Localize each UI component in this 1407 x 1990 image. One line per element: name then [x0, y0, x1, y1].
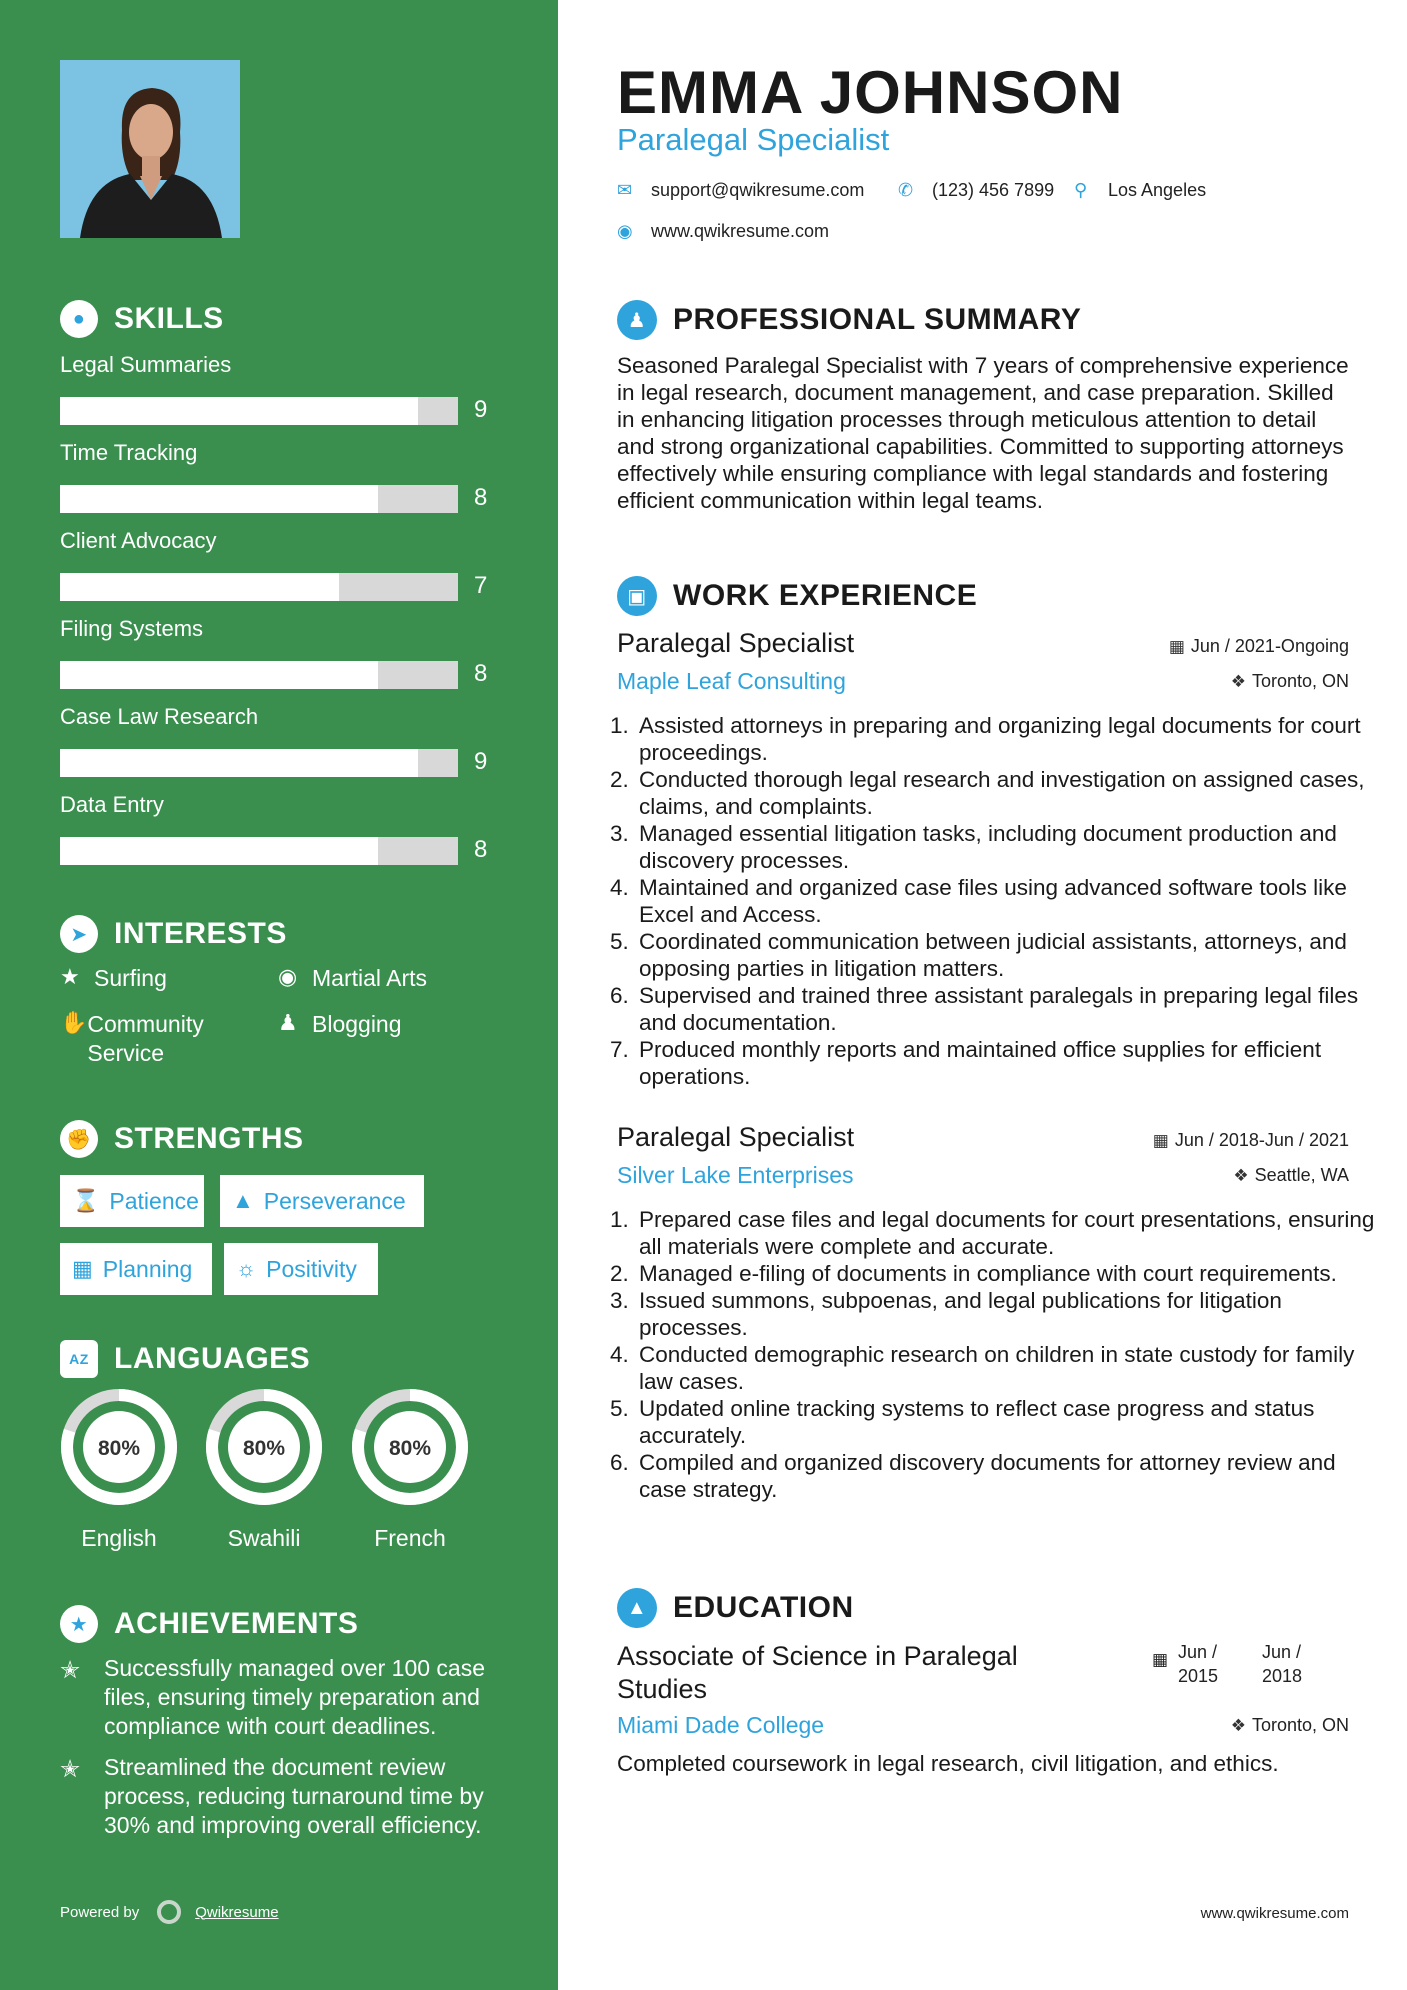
footer-url[interactable]: www.qwikresume.com: [1200, 1905, 1349, 1922]
duty-item: 1. Assisted attorneys in preparing and organizing legal documents for court proceedings.: [635, 712, 1375, 766]
skill-level: 8: [474, 660, 488, 687]
calendar-icon: ▦: [1152, 1131, 1169, 1150]
hand-icon: ✋: [60, 1010, 88, 1035]
skill-level: 8: [474, 836, 488, 863]
job-location: ❖ Toronto, ON: [1230, 671, 1349, 691]
achievements-title: ACHIEVEMENTS: [114, 1607, 359, 1640]
duty-item: 6. Supervised and trained three assistant paralegals in preparing legal files and documentation.: [635, 982, 1375, 1036]
skill-bar-fill: [60, 485, 378, 513]
education-school: Miami Dade College: [617, 1712, 825, 1738]
strength-chip: ▦ Planning: [60, 1243, 212, 1295]
duty-item: 4. Maintained and organized case files using advanced software tools like Excel and Access.: [635, 874, 1375, 928]
skill-bar-fill: [60, 397, 418, 425]
job-duties: [607, 1206, 1375, 1503]
strength-chip: ☼ Positivity: [224, 1243, 378, 1295]
skill-bar-fill: [60, 573, 339, 601]
graduation-icon: ▲: [617, 1588, 657, 1628]
strengths-heading: [60, 1120, 304, 1158]
pin-icon: ❖: [1230, 672, 1246, 691]
duty-item: 5. Coordinated communication between judicial assistants, attorneys, and opposing parties in litigation matters.: [635, 928, 1375, 982]
road-icon: ▲: [232, 1188, 254, 1213]
education-description: Completed coursework in legal research, civil litigation, and ethics.: [617, 1751, 1279, 1776]
job-location: ❖ Seattle, WA: [1233, 1165, 1349, 1185]
language-ring: [348, 1385, 472, 1509]
skill-level: 9: [474, 396, 488, 423]
star-icon: ★: [60, 964, 80, 989]
languages-title: LANGUAGES: [114, 1342, 311, 1375]
candidate-role: Paralegal Specialist: [617, 122, 890, 157]
contact-email: ✉ support@qwikresume.com: [617, 180, 865, 200]
skill-name: Data Entry: [60, 792, 164, 817]
contact-location: ⚲ Los Angeles: [1074, 180, 1207, 200]
envelope-icon: ✉: [617, 180, 633, 200]
duty-item: 5. Updated online tracking systems to reflect case progress and status accurately.: [635, 1395, 1375, 1449]
skill-name: Client Advocacy: [60, 528, 217, 553]
interests-heading: [60, 915, 287, 953]
interest-item: ♟ Blogging: [278, 1010, 402, 1037]
strength-chip: ⌛ Patience: [60, 1175, 204, 1227]
summary-heading: ♟ PROFESSIONAL SUMMARY: [617, 300, 1081, 340]
job-company: Silver Lake Enterprises: [617, 1162, 854, 1188]
language-name: Swahili: [227, 1525, 301, 1551]
language-percent: 80%: [388, 1437, 432, 1460]
language-item: [202, 1385, 326, 1552]
skill-bar: [60, 485, 458, 513]
skill-bar: [60, 749, 458, 777]
education-location: ❖ Toronto, ON: [1230, 1715, 1349, 1735]
award-star-icon: ★: [60, 1605, 98, 1643]
skill-name: Case Law Research: [60, 704, 259, 729]
job-title: Paralegal Specialist: [617, 1122, 855, 1152]
skill-name: Legal Summaries: [60, 352, 232, 377]
skill-item: [60, 704, 500, 775]
briefcase-icon: ▣: [617, 576, 657, 616]
duty-item: 2. Managed e-filing of documents in compliance with court requirements.: [635, 1260, 1375, 1287]
globe-icon: ◉: [278, 964, 298, 989]
job-title: Paralegal Specialist: [617, 628, 855, 658]
star-hand-icon: ✭: [60, 1756, 81, 1783]
skill-item: [60, 528, 500, 599]
star-hand-icon: ✭: [60, 1657, 81, 1684]
language-icon: AZ: [60, 1340, 98, 1378]
sidebar: [0, 0, 558, 1990]
education-heading: ▲ EDUCATION: [617, 1588, 854, 1628]
language-percent: 80%: [97, 1437, 141, 1460]
calendar-icon: ▦: [72, 1256, 93, 1281]
job-dates: ▦ Jun / 2021-Ongoing: [1168, 636, 1349, 656]
pin-icon: ❖: [1233, 1166, 1249, 1185]
skill-level: 7: [474, 572, 488, 599]
skill-item: [60, 440, 500, 511]
job-duties: [607, 712, 1375, 1090]
skill-bar: [60, 661, 458, 689]
powered-by: Powered by Qwikresume: [60, 1900, 279, 1924]
interest-item: ✋ Community Service: [60, 1010, 204, 1066]
skill-level: 9: [474, 748, 488, 775]
skill-name: Filing Systems: [60, 616, 204, 641]
paper-plane-icon: ➤: [60, 915, 98, 953]
calendar-icon: ▦: [1168, 637, 1185, 656]
strengths-title: STRENGTHS: [114, 1122, 304, 1155]
skill-name: Time Tracking: [60, 440, 198, 465]
interests-title: INTERESTS: [114, 917, 287, 950]
candidate-name: EMMA JOHNSON: [617, 59, 1124, 126]
skill-item: [60, 792, 500, 863]
pin-icon: ❖: [1230, 1716, 1246, 1735]
education-end: Jun / 2018: [1262, 1642, 1303, 1686]
job-company: Maple Leaf Consulting: [617, 668, 846, 694]
duty-item: 7. Produced monthly reports and maintained office supplies for efficient operations.: [635, 1036, 1375, 1090]
skill-bar-fill: [60, 661, 378, 689]
duty-item: 3. Managed essential litigation tasks, including document production and discovery processes.: [635, 820, 1375, 874]
skill-level: 8: [474, 484, 488, 511]
user-icon: ♟: [617, 300, 657, 340]
globe-icon: ◉: [617, 221, 633, 241]
achievement-item: ✭ Successfully managed over 100 case files, ensuring timely preparation and compliance with court deadlines.: [60, 1655, 485, 1739]
skills-title: SKILLS: [114, 302, 224, 335]
language-ring: [57, 1385, 181, 1509]
strength-chip: ▲ Perseverance: [220, 1175, 424, 1227]
language-percent: 80%: [242, 1437, 286, 1460]
contact-website: ◉ www.qwikresume.com: [617, 221, 830, 241]
language-item: [348, 1385, 472, 1552]
skill-bar: [60, 837, 458, 865]
language-name: English: [81, 1525, 157, 1551]
languages-heading: [60, 1340, 310, 1378]
skill-bar-fill: [60, 749, 418, 777]
qwikresume-link[interactable]: Qwikresume: [195, 1903, 279, 1921]
calendar-icon: ▦: [1152, 1650, 1169, 1669]
contact-phone: ✆ (123) 456 7899: [898, 180, 1055, 200]
skills-heading: [60, 300, 224, 338]
job-dates: ▦ Jun / 2018-Jun / 2021: [1152, 1130, 1349, 1150]
users-icon: ♟: [278, 1010, 298, 1035]
language-name: French: [374, 1525, 446, 1551]
skill-bar-fill: [60, 837, 378, 865]
duty-item: 1. Prepared case files and legal documents for court presentations, ensuring all materials were complete and accurate.: [635, 1206, 1375, 1260]
fist-icon: ✊: [60, 1120, 98, 1158]
language-ring: [202, 1385, 326, 1509]
skill-item: [60, 352, 500, 423]
qwikresume-logo-icon: [157, 1900, 181, 1924]
duty-item: 4. Conducted demographic research on children in state custody for family law cases.: [635, 1341, 1375, 1395]
interest-item: ★ Surfing: [60, 964, 167, 991]
duty-item: 6. Compiled and organized discovery documents for attorney review and case strategy.: [635, 1449, 1375, 1503]
skill-item: [60, 616, 500, 687]
lightbulb-icon: ●: [60, 300, 98, 338]
achievements-heading: [60, 1605, 358, 1643]
skill-bar: [60, 397, 458, 425]
map-pin-icon: ⚲: [1074, 180, 1088, 200]
summary-text: Seasoned Paralegal Specialist with 7 years of comprehensive experience in legal research, document management, and case preparation. Skilled in enhancing litigation processes through meticulous attention to detail and strong organizational capabilities. Committed to supporting attorneys effectively while ensuring compliance with legal standards and fostering efficient communication within legal teams.: [617, 353, 1349, 513]
language-item: [57, 1385, 181, 1552]
skill-bar: [60, 573, 458, 601]
interest-item: ◉ Martial Arts: [278, 964, 428, 991]
profile-photo: [60, 60, 240, 238]
education-start: Jun / 2015: [1178, 1642, 1219, 1686]
phone-icon: ✆: [898, 180, 914, 200]
duty-item: 2. Conducted thorough legal research and investigation on assigned cases, claims, and complaints.: [635, 766, 1375, 820]
education-degree: Associate of Science in Paralegal Studies: [617, 1641, 1018, 1704]
sun-icon: ☼: [236, 1256, 257, 1281]
experience-heading: ▣ WORK EXPERIENCE: [617, 576, 977, 616]
hourglass-icon: ⌛: [72, 1188, 100, 1213]
achievement-item: ✭ Streamlined the document review process, reducing turnaround time by 30% and improving overall efficiency.: [60, 1754, 484, 1838]
duty-item: 3. Issued summons, subpoenas, and legal publications for litigation processes.: [635, 1287, 1375, 1341]
